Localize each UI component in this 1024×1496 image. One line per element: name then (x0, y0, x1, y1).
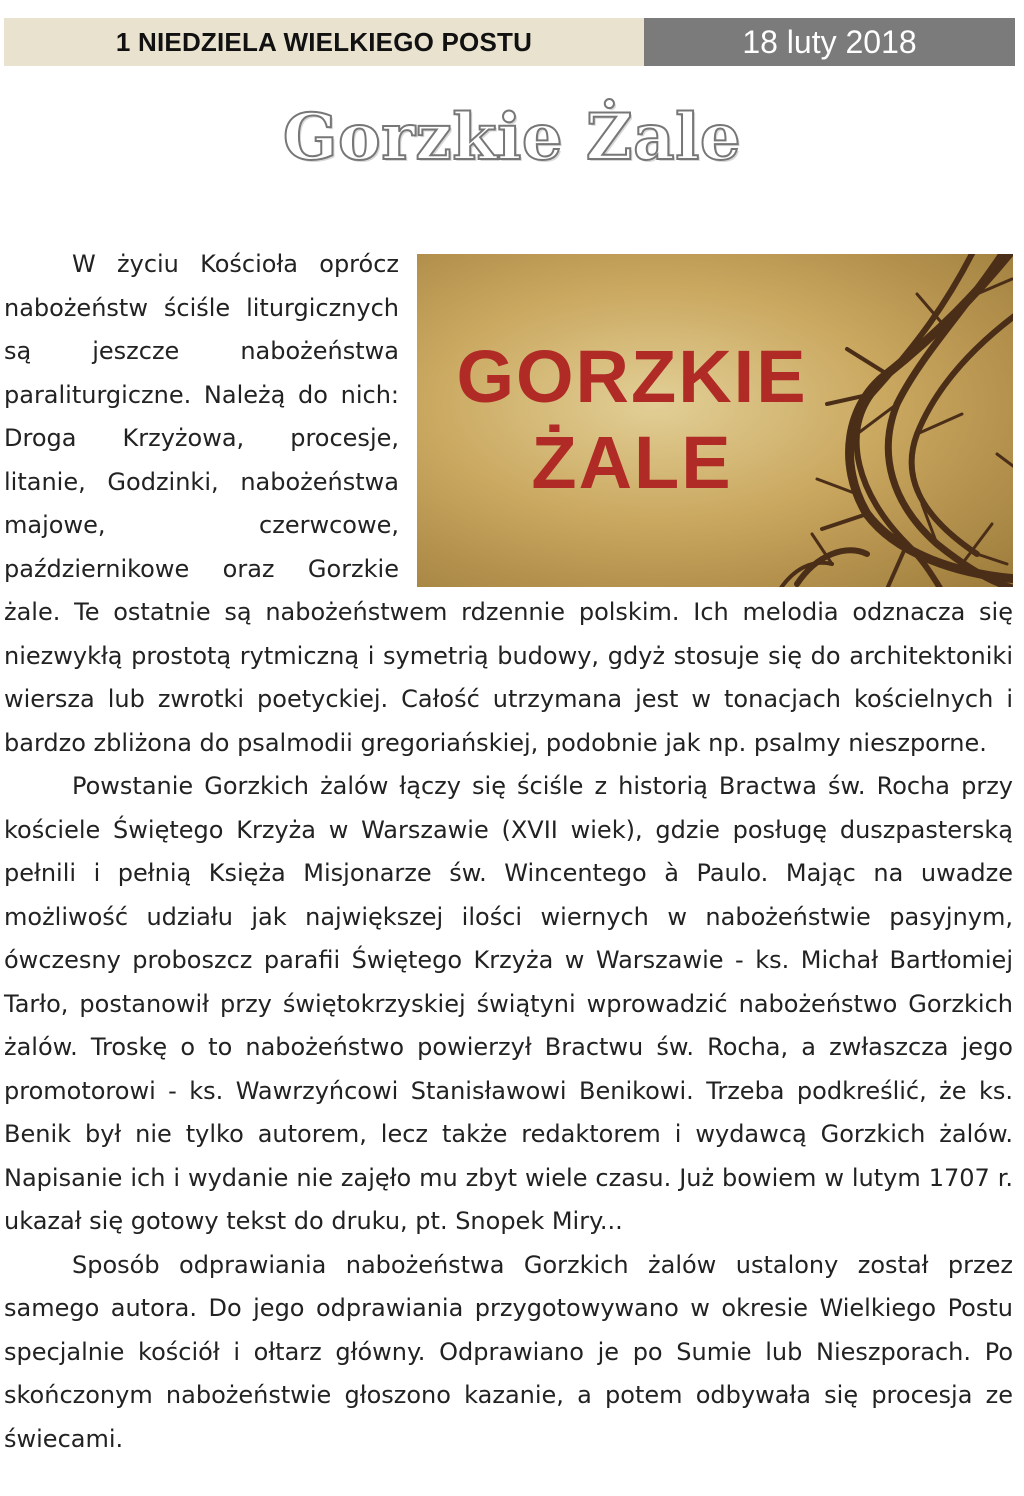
paragraph-3: Sposób odprawiania nabożeństwa Gorzkich żalów ustalony został przez samego autora. Do jego odprawiania przygotowywano w okresie Wielkiego Postu specjalnie kościół i ołtarz główny. Odprawiano je po Sumie lub Nieszporach. Po skończonym nabożeństwie głoszono kazanie, a potem odbywała się procesja ze świecami. (4, 1250, 1013, 1453)
illustration-line-1: GORZKIE (456, 335, 808, 418)
gorzkie-zale-illustration (417, 254, 1013, 587)
illustration-line-2: ŻALE (531, 421, 733, 504)
date-label: 18 luty 2018 (644, 18, 1015, 66)
page-title: Gorzkie Żale (282, 100, 742, 175)
article-body (4, 243, 1013, 1461)
page-header (4, 18, 1015, 66)
occasion-label: 1 NIEDZIELA WIELKIEGO POSTU (4, 18, 644, 66)
illustration-text (417, 334, 847, 506)
paragraph-1: W życiu Kościoła oprócz nabożeństw ściśle liturgicznych są jeszcze nabożeństwa paraliturgiczne. Należą do nich: Droga Krzyżowa, procesje, litanie, Godzinki, nabożeństwa majowe, czerwcowe, październikowe oraz Gorzkie żale. Te ostatnie są nabożeństwem rdzennie polskim. Ich melodia odznacza się niezwykłą prostotą rytmiczną i symetrią budowy, gdyż stosuje się do architektoniki wiersza lub zwrotki poetyckiej. Całość utrzymana jest w tonacjach kościelnych i bardzo zbliżona do psalmodii gregoriańskiej, podobnie jak np. psalmy nieszporne. (4, 250, 1013, 757)
paragraph-2: Powstanie Gorzkich żalów łączy się ściśle z historią Bractwa św. Rocha przy kościele Świętego Krzyża w Warszawie (XVII wiek), gdzie posługę duszpasterską pełnili i pełnią Księża Misjonarze św. Wincentego à Paulo. Mając na uwadze możliwość udziału jak największej ilości wiernych w nabożeństwie pasyjnym, ówczesny proboszcz parafii Świętego Krzyża w Warszawie - ks. Michał Bartłomiej Tarło, postanowił przy świętokrzyskiej świątyni wprowadzić nabożeństwo Gorzkich żalów. Troskę o to nabożeństwo powierzył Bractwu św. Rocha, a zwłaszcza jego promotorowi - ks. Wawrzyńcowi Stanisławowi Benikowi. Trzeba podkreślić, że ks. Benik był nie tylko autorem, lecz także redaktorem i wydawcą Gorzkich żalów. Napisanie ich i wydanie nie zajęło mu zbyt wiele czasu. Już bowiem w lutym 1707 r. ukazał się gotowy tekst do druku, pt. Snopek Miry... (4, 772, 1013, 1235)
